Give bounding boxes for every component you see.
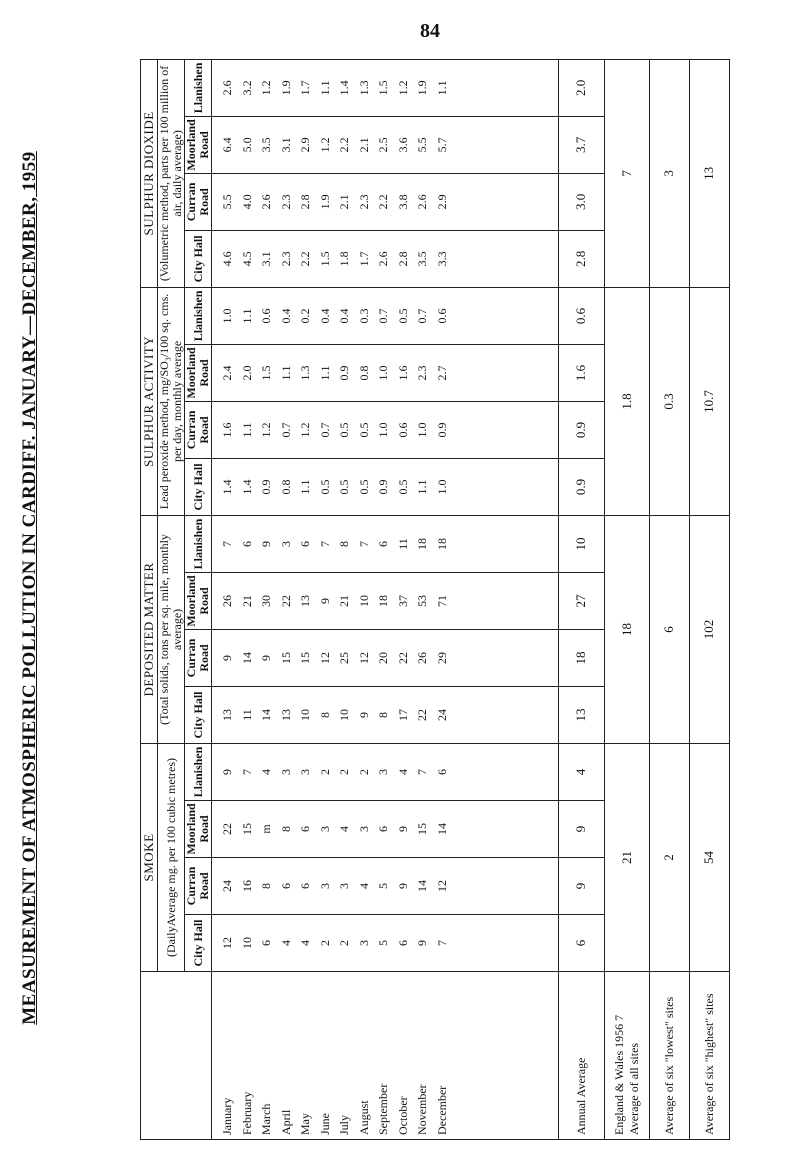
monthly-value: 2 [337,940,351,946]
monthly-value: 1.0 [376,365,390,381]
monthly-value: 12 [220,937,234,949]
monthly-value: 6 [376,540,390,547]
monthly-value: 4 [337,826,351,832]
deposited-monthly-column [212,572,559,629]
monthly-value: 9 [317,597,332,604]
monthly-value: 1.9 [317,194,332,210]
monthly-value: 0.5 [395,308,410,324]
deposited-annual-value: 27 [559,572,604,629]
monthly-value: 2.2 [337,137,351,153]
sulphur-dioxide-header: SULPHUR DIOXIDE [141,59,158,287]
month-label: February [239,1091,254,1135]
sulphur-dioxide-monthly-column [212,173,559,230]
monthly-value: 14 [434,823,449,835]
deposited-annual-value: 13 [559,686,604,743]
monthly-value: 3 [298,769,312,775]
monthly-value: 0.5 [356,479,371,495]
sulphur-activity-station-1: City Hall [185,458,212,515]
month-label: November [415,1084,429,1135]
monthly-value: 5.7 [434,137,449,153]
monthly-value: 0.7 [415,308,429,324]
monthly-value: 3.3 [434,251,449,267]
monthly-value: 1.3 [356,80,371,96]
monthly-value: 1.2 [298,422,312,438]
monthly-value: 2.3 [415,365,429,381]
month-label: March [259,1103,273,1135]
sulphur-dioxide-station-2: Curran Road [185,173,212,230]
pollution-table [140,59,730,1140]
monthly-value: 26 [220,594,234,607]
monthly-value: 6 [298,540,312,547]
monthly-value: 0.6 [434,308,449,324]
monthly-value: 2.6 [259,194,273,210]
smoke-lowest-value: 2 [649,743,689,971]
monthly-value: 1.1 [239,422,254,438]
monthly-value: 1.2 [259,80,273,96]
sulphur-dioxide-highest-value: 13 [689,59,729,287]
monthly-value: 18 [415,537,429,550]
smoke-station-3: Moorland Road [185,801,212,858]
monthly-value: 2 [317,769,332,775]
sulphur-dioxide-monthly-column [212,230,559,287]
sulphur-activity-monthly-column [212,344,559,401]
deposited-lowest-value: 6 [649,515,689,743]
monthly-value: 1.1 [415,479,429,495]
deposited-highest-value: 102 [689,515,729,743]
sulphur-dioxide-method: (Volumetric method, parts per 100 million of air, daily average) [158,59,185,287]
deposited-header: DEPOSITED MATTER [141,515,158,743]
monthly-value: 5 [376,940,390,946]
monthly-value: 4.0 [239,194,254,210]
monthly-value: 24 [434,708,449,721]
monthly-value: 9 [220,769,234,775]
monthly-value: 3.5 [259,137,273,153]
monthly-value: 9 [259,540,273,547]
monthly-row [212,59,559,1139]
monthly-value: 1.0 [434,479,449,495]
monthly-value: 2.0 [239,365,254,381]
smoke-highest-value: 54 [689,743,729,971]
monthly-value: 0.4 [278,308,293,324]
monthly-value: 71 [434,594,449,607]
monthly-value: 14 [259,708,273,721]
monthly-value: 8 [278,826,293,832]
monthly-value: 0.5 [317,479,332,495]
monthly-value: 7 [220,540,234,547]
monthly-value: 0.2 [298,308,312,324]
sulphur-dioxide-annual-value: 2.8 [559,230,604,287]
monthly-value: 1.7 [298,80,312,96]
document-title [0,0,60,1175]
monthly-value: 7 [434,940,449,946]
monthly-value: 2.8 [298,194,312,210]
monthly-value: 0.6 [395,422,410,438]
month-label: August [356,1100,371,1135]
monthly-value: 11 [239,709,254,721]
monthly-value: 2 [356,769,371,775]
category-header-row [141,59,158,1139]
monthly-value: 2.8 [395,251,410,267]
monthly-value: 2.3 [278,194,293,210]
smoke-england-wales-value: 21 [604,743,649,971]
monthly-value: 21 [337,594,351,607]
monthly-value: 3 [356,940,371,946]
month-label: May [298,1113,312,1135]
monthly-value: 13 [278,708,293,721]
monthly-value: 1.9 [278,80,293,96]
sulphur-dioxide-england-wales-value: 7 [604,59,649,287]
monthly-value: 3.8 [395,194,410,210]
sulphur-activity-annual-value: 0.6 [559,287,604,344]
monthly-value: 1.1 [298,479,312,495]
monthly-value: 2.4 [220,365,234,381]
monthly-value: 3.6 [395,137,410,153]
deposited-station-3: Moorland Road [185,572,212,629]
monthly-value: 3.2 [239,80,254,96]
smoke-header: SMOKE [141,743,158,971]
smoke-station-1: City Hall [185,915,212,972]
monthly-value: 21 [239,594,254,607]
monthly-value: 4 [278,940,293,946]
monthly-value: 0.5 [337,479,351,495]
monthly-value: 12 [356,651,371,664]
sulphur-dioxide-annual-value: 3.7 [559,116,604,173]
monthly-value: 22 [278,594,293,607]
sulphur-activity-annual-value: 0.9 [559,401,604,458]
month-label: January [220,1097,234,1135]
smoke-monthly-column [212,743,559,800]
monthly-value: 1.1 [239,308,254,324]
monthly-value: 2.5 [376,137,390,153]
sulphur-activity-england-wales-value: 1.8 [604,287,649,515]
month-labels [212,972,559,1140]
monthly-value: 0.6 [259,308,273,324]
monthly-value: 4.5 [239,251,254,267]
monthly-value: 9 [395,883,410,889]
month-label: September [376,1083,390,1135]
monthly-value: 1.5 [259,365,273,381]
monthly-value: 0.7 [278,422,293,438]
highest-row [689,59,729,1139]
monthly-value: 18 [434,537,449,550]
monthly-value: 24 [220,880,234,892]
sulphur-activity-header: SULPHUR ACTIVITY [141,287,158,515]
monthly-value: 25 [337,651,351,664]
monthly-value: 26 [415,651,429,664]
monthly-value: 18 [376,594,390,607]
monthly-value: 4 [259,769,273,775]
monthly-value: 2.1 [337,194,351,210]
sulphur-dioxide-station-1: City Hall [185,230,212,287]
sulphur-activity-annual-value: 0.9 [559,458,604,515]
monthly-value: 1.5 [376,80,390,96]
monthly-value: 1.2 [317,137,332,153]
monthly-value: 6 [259,940,273,946]
monthly-value: 13 [298,594,312,607]
monthly-value: 1.4 [337,80,351,96]
monthly-value: 15 [298,651,312,664]
monthly-value: 1.7 [356,251,371,267]
monthly-value: 1.5 [317,251,332,267]
monthly-value: 0.9 [337,365,351,381]
monthly-value: 5.5 [220,194,234,210]
monthly-value: 5 [376,883,390,889]
monthly-value: 2.7 [434,365,449,381]
england-wales-label: England & Wales 1956 7 Average of all sites [604,972,649,1140]
monthly-value: 5.0 [239,137,254,153]
monthly-value: 2.2 [376,194,390,210]
deposited-station-2: Curran Road [185,629,212,686]
monthly-value: 1.0 [220,308,234,324]
monthly-value: 10 [337,708,351,721]
monthly-value: 0.8 [278,479,293,495]
monthly-value: 14 [415,880,429,892]
monthly-value: 22 [415,708,429,721]
monthly-value: 2 [317,940,332,946]
monthly-value: 1.1 [317,365,332,381]
monthly-value: 1.8 [337,251,351,267]
monthly-value: 0.8 [356,365,371,381]
deposited-england-wales-value: 18 [604,515,649,743]
sulphur-dioxide-lowest-value: 3 [649,59,689,287]
monthly-value: 2.6 [376,251,390,267]
smoke-station-2: Curran Road [185,858,212,915]
monthly-value: 3 [317,883,332,889]
monthly-value: 6 [278,883,293,889]
monthly-value: 6 [239,540,254,547]
deposited-monthly-column [212,515,559,572]
sulphur-dioxide-monthly-column [212,59,559,116]
monthly-value: 0.9 [376,479,390,495]
monthly-value: 10 [356,594,371,607]
monthly-value: 8 [376,711,390,718]
monthly-value: 4 [356,883,371,889]
monthly-value: 9 [415,940,429,946]
monthly-value: 2.2 [298,251,312,267]
monthly-value: 14 [239,651,254,664]
monthly-value: 6 [434,769,449,775]
monthly-value: 10 [239,937,254,949]
smoke-station-4: Llanishen [185,743,212,800]
monthly-value: 6.4 [220,137,234,153]
monthly-value: 1.6 [220,422,234,438]
monthly-value: 22 [220,823,234,835]
monthly-value: 1.0 [415,422,429,438]
sulphur-dioxide-station-4: Llanishen [185,59,212,116]
smoke-monthly-column [212,858,559,915]
monthly-value: 6 [376,826,390,832]
monthly-value: 2.9 [298,137,312,153]
monthly-value: 0.7 [376,308,390,324]
sulphur-activity-annual-value: 1.6 [559,344,604,401]
monthly-value: 16 [239,880,254,892]
sulphur-activity-monthly-column [212,401,559,458]
monthly-value: 6 [395,940,410,946]
deposited-annual-value: 10 [559,515,604,572]
monthly-value: 0.9 [434,422,449,438]
deposited-station-4: Llanishen [185,515,212,572]
smoke-annual-value: 6 [559,915,604,972]
month-header-blank [141,972,212,1140]
sulphur-dioxide-annual-value: 2.0 [559,59,604,116]
monthly-value: 12 [434,880,449,892]
month-label: December [434,1085,449,1135]
monthly-value: 37 [395,594,410,607]
deposited-method: (Total solids, tons per sq. mile, monthly average) [158,515,185,743]
monthly-value: 29 [434,651,449,664]
monthly-value: 8 [259,883,273,889]
monthly-value: 3 [376,769,390,775]
monthly-value: 4.6 [220,251,234,267]
monthly-value: 3.1 [259,251,273,267]
monthly-value: 3 [278,769,293,775]
monthly-value: 0.5 [395,479,410,495]
monthly-value: 15 [278,651,293,664]
deposited-monthly-column [212,629,559,686]
monthly-value: 8 [337,540,351,547]
monthly-value: 2.3 [278,251,293,267]
monthly-value: 1.3 [298,365,312,381]
monthly-value: 2.3 [356,194,371,210]
deposited-monthly-column [212,686,559,743]
monthly-value: 53 [415,594,429,607]
sulphur-activity-station-3: Moorland Road [185,344,212,401]
smoke-annual-value: 9 [559,858,604,915]
monthly-value: 9 [395,826,410,832]
monthly-value: 7 [356,540,371,547]
month-label: April [278,1109,293,1135]
sulphur-activity-station-2: Curran Road [185,401,212,458]
smoke-monthly-column [212,801,559,858]
monthly-value: 6 [298,826,312,832]
monthly-value: 11 [395,538,410,550]
monthly-value: 2.6 [415,194,429,210]
sulphur-dioxide-station-3: Moorland Road [185,116,212,173]
deposited-annual-value: 18 [559,629,604,686]
smoke-method: (DailyAverage mg. per 100 cubic metres) [158,743,185,971]
monthly-value: 2.6 [220,80,234,96]
england-wales-row [604,59,649,1139]
monthly-value: 4 [298,940,312,946]
monthly-value: 13 [220,708,234,721]
monthly-value: 3.5 [415,251,429,267]
monthly-value: 2 [337,769,351,775]
monthly-value: 6 [298,883,312,889]
monthly-value: 9 [259,654,273,661]
sulphur-dioxide-monthly-column [212,116,559,173]
page-number: 84 [420,20,440,42]
monthly-value: 1.9 [415,80,429,96]
monthly-value: 1.2 [259,422,273,438]
sulphur-activity-lowest-value: 0.3 [649,287,689,515]
monthly-value: 7 [415,769,429,775]
monthly-value: 1.4 [220,479,234,495]
monthly-value: 8 [317,711,332,718]
monthly-value: 0.9 [259,479,273,495]
deposited-station-1: City Hall [185,686,212,743]
monthly-value: 0.5 [337,422,351,438]
monthly-value: 1.1 [317,80,332,96]
monthly-value: 15 [239,823,254,835]
monthly-value: 10 [298,708,312,721]
lowest-label: Average of six "lowest" sites [649,972,689,1140]
monthly-value: 0.4 [317,308,332,324]
monthly-value: 4 [395,769,410,775]
monthly-value: 20 [376,651,390,664]
sulphur-activity-monthly-column [212,458,559,515]
annual-label: Annual Average [559,972,604,1140]
monthly-value: 1.6 [395,365,410,381]
sulphur-activity-monthly-column [212,287,559,344]
month-label: July [337,1114,351,1135]
sulphur-activity-method: Lead peroxide method, mg/SO₃/100 sq. cms. per day, monthly average [158,287,185,515]
monthly-value: 0.7 [317,422,332,438]
monthly-value: 1.2 [395,80,410,96]
monthly-value: 7 [317,540,332,547]
monthly-value: 9 [220,654,234,661]
monthly-value: 2.1 [356,137,371,153]
lowest-row [649,59,689,1139]
monthly-value: 12 [317,651,332,664]
monthly-value: 0.4 [337,308,351,324]
document-title-text: MEASUREMENT OF ATMOSPHERIC POLLUTION IN CARDIFF. JANUARY—DECEMBER, 1959 [19,150,40,1025]
annual-row [559,59,604,1139]
monthly-value: 0.5 [356,422,371,438]
monthly-value: 17 [395,708,410,721]
monthly-value: 2.9 [434,194,449,210]
month-label: June [317,1113,332,1135]
monthly-value: 3.1 [278,137,293,153]
smoke-monthly-column [212,915,559,972]
monthly-value: 1.1 [434,80,449,96]
monthly-value: 0.3 [356,308,371,324]
sulphur-activity-station-4: Llanishen [185,287,212,344]
monthly-value: 9 [356,711,371,718]
monthly-value: 15 [415,823,429,835]
sulphur-dioxide-annual-value: 3.0 [559,173,604,230]
sulphur-activity-highest-value: 10.7 [689,287,729,515]
monthly-value: 1.1 [278,365,293,381]
monthly-value: m [259,824,273,834]
month-label: October [395,1096,410,1135]
monthly-value: 3 [356,826,371,832]
highest-label: Average of six "highest" sites [689,972,729,1140]
pollution-table-wrapper [140,60,730,1140]
smoke-annual-value: 9 [559,801,604,858]
monthly-value: 22 [395,651,410,664]
smoke-annual-value: 4 [559,743,604,800]
monthly-value: 1.4 [239,479,254,495]
monthly-value: 3 [278,540,293,547]
monthly-value: 30 [259,594,273,607]
monthly-value: 3 [317,826,332,832]
monthly-value: 3 [337,883,351,889]
monthly-value: 7 [239,769,254,775]
monthly-value: 1.0 [376,422,390,438]
monthly-value: 5.5 [415,137,429,153]
